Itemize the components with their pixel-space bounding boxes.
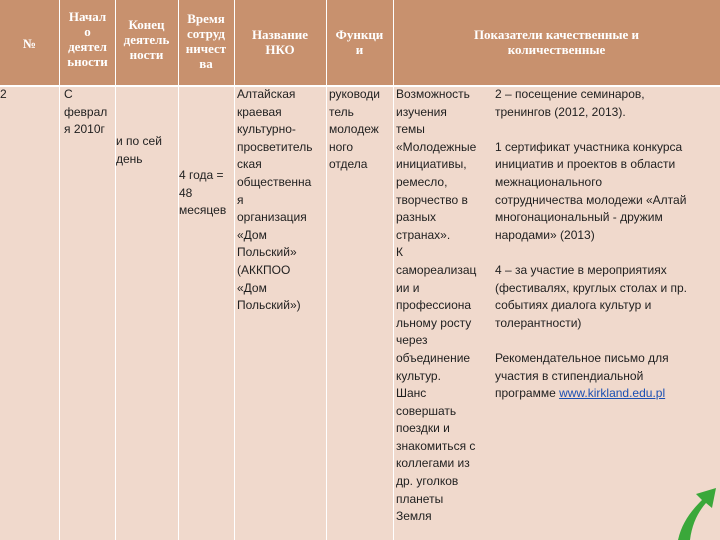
header-duration: Время сотруд ничест ва [185, 11, 227, 71]
column-divider [234, 0, 235, 540]
header-number: № [22, 36, 37, 51]
column-divider [178, 0, 179, 540]
kirkland-link[interactable]: www.kirkland.edu.pl [559, 386, 666, 401]
green-up-arrow-icon [670, 470, 720, 540]
column-divider [115, 0, 116, 540]
header-ngo-name: Название НКО [251, 27, 309, 57]
header-functions: Функци и [335, 27, 384, 57]
cell-ngo-name: Алтайская краевая культурно- просветитель ская общественна я организация «Дом Польский» (АККПОО «Дом Польский») [237, 87, 313, 313]
row-number: 2 [0, 87, 7, 101]
column-divider [59, 0, 60, 540]
column-divider [326, 0, 327, 540]
indicators-b-text: 2 – посещение семинаров, тренингов (2012, 2013). 1 сертификат участника конкурса инициатив и проектов в области межнационального сотрудничества молодежи «Алтай многонациональный - дружим народами» (2013) 4 – за участие в мероприятиях (фестивалях, круглых столах и пр. событиях диалога культур и толерантности) Рекомендательное письмо для участия в стипендиальной программе [495, 87, 688, 401]
header-end: Конец деятель ности [123, 17, 170, 62]
cell-indicators-b [495, 86, 687, 403]
cell-indicators-a: Возможность изучения темы «Молодежные инициативы, ремесло, творчество в разных странах». К самореализац ии и профессиона льному росту через объединение культур. Шанс совершать поездки и знакомиться с коллегами из др. уголков планеты Земля [396, 87, 477, 524]
cell-start: С феврал я 2010г [64, 87, 108, 137]
header-start: Начал о деятел ьности [67, 9, 108, 69]
cell-functions: руководи тель молодеж ного отдела [329, 87, 380, 172]
column-divider [393, 0, 394, 540]
cell-end: и по сей день [116, 134, 162, 166]
cell-duration: 4 года = 48 месяцев [179, 168, 227, 218]
header-indicators: Показатели качественные и количественные [473, 27, 640, 57]
